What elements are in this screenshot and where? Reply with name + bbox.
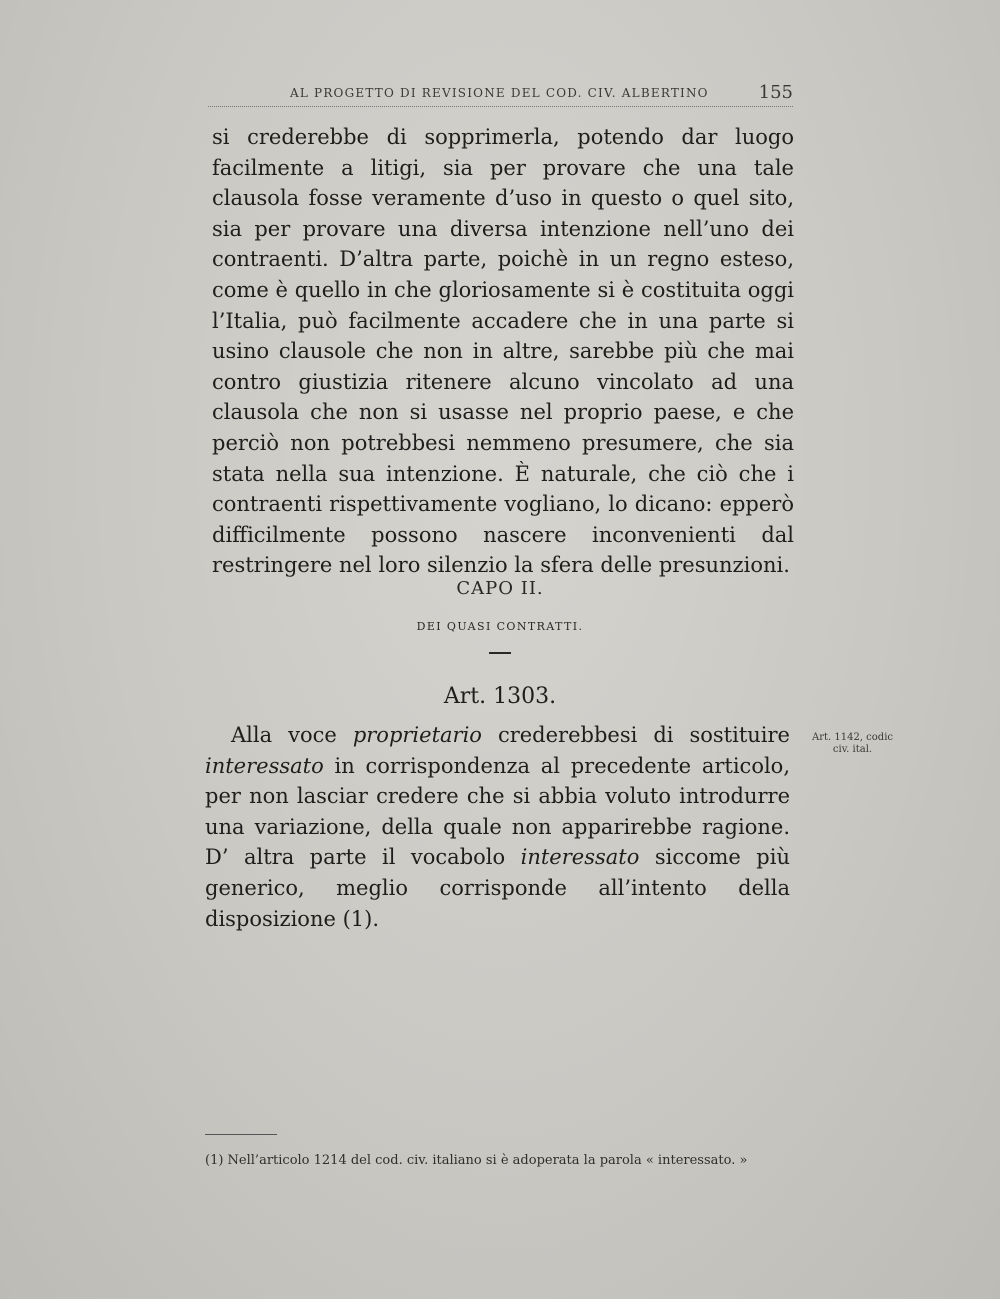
margin-note: [800, 732, 905, 756]
article-paragraph: [205, 720, 790, 934]
body-paragraph: si crederebbe di sopprimerla, potendo dar luogo facilmente a litigi, sia per provare che una tale clausola fosse veramente d’uso in questo o quel sito, sia per provare una diversa intenzione nell’uno dei contraenti. D’altra parte, poichè in un regno esteso, come è quello in che gloriosamente si è costituita oggi l’Italia, può facilmente accadere che in una parte si usino clausole che non in altre, sarebbe più che mai contro giustizia ritenere alcuno vincolato ad una clausola che non si usasse nel proprio paese, e che perciò non potrebbesi nemmeno presumere, che sia stata nella sua intenzione. È naturale, che ciò che i contraenti rispettivamente vogliano, lo dicano: epperò difficilmente possono nascere inconvenienti dal restringere nel loro silenzio la sfera delle presunzioni.: [212, 125, 794, 578]
margin-note-line-1: Art. 1142, codic: [811, 732, 893, 743]
article-emphasis-proprietario: proprietario: [352, 723, 482, 747]
article-text-part-4: siccome più generico, meglio corrisponde all’intento della disposizione (1).: [205, 845, 790, 931]
footnote: (1) Nell’articolo 1214 del cod. civ. italiano si è adoperata la parola « interessato. »: [205, 1153, 748, 1168]
running-title: AL PROGETTO DI REVISIONE DEL COD. CIV. ALBERTINO: [290, 86, 709, 100]
article-text-part-1: Alla voce: [231, 723, 353, 747]
chapter-title: CAPO II.: [456, 578, 544, 599]
page-number: 155: [758, 82, 793, 103]
chapter-subtitle: DEI QUASI CONTRATTI.: [416, 620, 584, 633]
article-emphasis-interessato-2: interessato: [520, 845, 640, 870]
footnote-rule: [205, 1134, 277, 1135]
article-emphasis-interessato: interessato: [205, 753, 324, 778]
article-text-part-3: in corrispondenza al precedente articolo, per non lasciar credere che si abbia voluto introdurre una variazione, della quale non apparirebbe ragione. D’ altra parte il vocabolo: [205, 753, 790, 870]
section-divider: [489, 652, 511, 654]
running-head: [208, 84, 793, 107]
margin-note-line-2: civ. ital.: [832, 744, 873, 755]
article-heading: Art. 1303.: [443, 684, 557, 709]
article-text-part-2: crederebbesi di sostituire: [481, 723, 790, 747]
